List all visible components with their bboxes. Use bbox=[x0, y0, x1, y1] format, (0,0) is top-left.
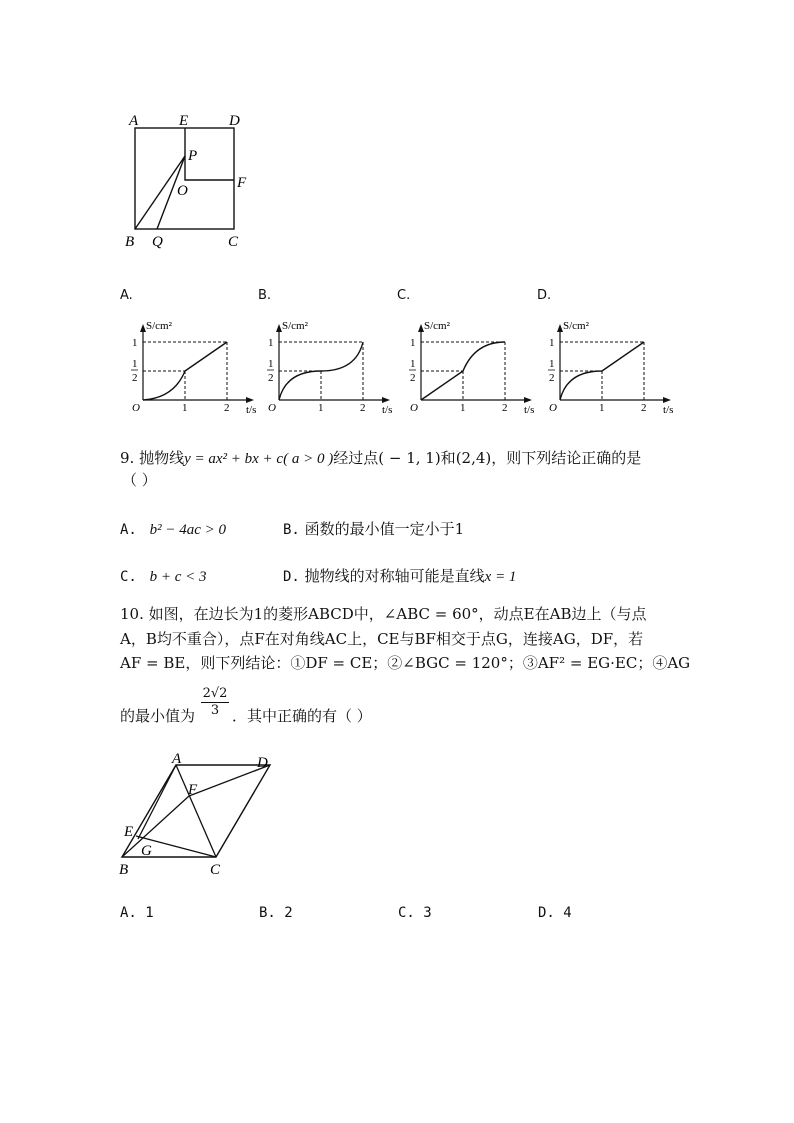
q10-line-4-post: ．其中正确的有（ ） bbox=[232, 707, 372, 725]
q8-graph-a bbox=[122, 318, 262, 418]
origin-label: O bbox=[268, 402, 276, 414]
q8-graph-c bbox=[400, 318, 540, 418]
tick-2: 2 bbox=[641, 402, 647, 414]
q9-option-a-text: b² − 4ac > 0 bbox=[149, 522, 227, 538]
label-F: F bbox=[237, 175, 247, 191]
ytick-1: 1 bbox=[268, 337, 274, 349]
q8-option-b: B. bbox=[258, 288, 272, 303]
label-P: P bbox=[188, 148, 198, 164]
q9-option-d-math: x = 1 bbox=[484, 569, 517, 585]
origin-label: O bbox=[132, 402, 140, 414]
tick-1: 1 bbox=[460, 402, 466, 414]
tick-2: 2 bbox=[360, 402, 366, 414]
q10-rhombus-figure bbox=[110, 752, 290, 882]
q9-option-b-label: B. bbox=[283, 522, 300, 538]
label-E: E bbox=[179, 113, 189, 129]
q10-line-1: 10. 如图，在边长为1的菱形ABCD中，∠ABC = 60°，动点E在AB边上（与点 bbox=[120, 605, 647, 623]
q8-graph-b bbox=[258, 318, 398, 418]
axis-t-label: t/s bbox=[663, 404, 674, 416]
label-C: C bbox=[210, 862, 221, 878]
q9-option-c-text: b + c < 3 bbox=[149, 569, 207, 585]
q10-line4-pre: 的最小值为 bbox=[120, 707, 196, 725]
q8-option-a: A. bbox=[120, 288, 133, 303]
q10-frac-num: 2√2 bbox=[202, 686, 228, 701]
label-D: D bbox=[257, 755, 268, 771]
axis-s-label: S/cm² bbox=[282, 320, 308, 332]
q10-option-b: B. 2 bbox=[259, 905, 293, 921]
q9-option-b bbox=[283, 519, 464, 540]
label-A: A bbox=[172, 752, 182, 767]
q8-graph-d bbox=[539, 318, 679, 418]
label-Q: Q bbox=[152, 234, 163, 250]
q9-option-c bbox=[120, 566, 207, 587]
q9-option-d-text: 抛物线的对称轴可能是直线 bbox=[304, 567, 485, 585]
q8-option-c: C. bbox=[397, 288, 411, 303]
ytick-half-num: 1 bbox=[549, 358, 555, 370]
label-B: B bbox=[125, 234, 135, 250]
q9-stem bbox=[120, 448, 641, 469]
q9-suffix: ，则下列结论正确的是 bbox=[491, 449, 642, 467]
ytick-half-den: 2 bbox=[268, 372, 274, 384]
q9-prefix: 9. 抛物线 bbox=[120, 449, 185, 467]
label-B: B bbox=[119, 862, 129, 878]
label-G: G bbox=[141, 843, 152, 859]
q10-line-2: A，B均不重合），点F在对角线AC上，CE与BF相交于点G，连接AG，DF，若 bbox=[120, 630, 644, 648]
ytick-half-num: 1 bbox=[132, 358, 138, 370]
axis-s-label: S/cm² bbox=[563, 320, 589, 332]
ytick-half-den: 2 bbox=[132, 372, 138, 384]
q9-option-a bbox=[120, 519, 226, 540]
tick-2: 2 bbox=[502, 402, 508, 414]
label-C: C bbox=[228, 234, 239, 250]
tick-1: 1 bbox=[318, 402, 324, 414]
tick-2: 2 bbox=[224, 402, 230, 414]
q9-option-d bbox=[283, 566, 516, 587]
q9-option-b-num: 1 bbox=[454, 520, 465, 538]
label-O: O bbox=[177, 183, 188, 199]
ytick-half-den: 2 bbox=[549, 372, 555, 384]
q10-option-d: D. 4 bbox=[538, 905, 572, 921]
label-D: D bbox=[229, 113, 240, 129]
q9-condition: ( a > 0 ) bbox=[283, 451, 334, 467]
ytick-half-num: 1 bbox=[268, 358, 274, 370]
q10-fraction bbox=[201, 686, 229, 719]
ytick-1: 1 bbox=[549, 337, 555, 349]
ytick-half-den: 2 bbox=[410, 372, 416, 384]
q9-mid: 经过点 bbox=[333, 449, 379, 467]
q9-option-b-text: 函数的最小值一定小于 bbox=[304, 520, 455, 538]
label-A: A bbox=[129, 113, 139, 129]
origin-label: O bbox=[410, 402, 418, 414]
ytick-half-num: 1 bbox=[410, 358, 416, 370]
q9-option-d-label: D. bbox=[283, 569, 300, 585]
tick-1: 1 bbox=[599, 402, 605, 414]
axis-s-label: S/cm² bbox=[146, 320, 172, 332]
q9-point1: ( − 1, 1) bbox=[378, 449, 441, 467]
q9-option-a-label: A. bbox=[120, 522, 137, 538]
q9-formula: y = ax² + bx + c bbox=[184, 451, 284, 467]
label-F: F bbox=[188, 782, 198, 798]
q9-point2: (2,4) bbox=[455, 449, 492, 467]
q10-frac-den: 3 bbox=[210, 703, 220, 718]
q8-square-figure bbox=[115, 105, 265, 255]
q9-answer-paren: （ ） bbox=[122, 471, 157, 489]
axis-t-label: t/s bbox=[524, 404, 535, 416]
ytick-1: 1 bbox=[132, 337, 138, 349]
origin-label: O bbox=[549, 402, 557, 414]
ytick-1: 1 bbox=[410, 337, 416, 349]
axis-t-label: t/s bbox=[246, 404, 257, 416]
q8-option-d: D. bbox=[537, 288, 552, 303]
q10-line-4 bbox=[120, 706, 195, 726]
q10-option-c: C. 3 bbox=[398, 905, 432, 921]
q9-and: 和 bbox=[440, 449, 456, 467]
tick-1: 1 bbox=[182, 402, 188, 414]
label-E: E bbox=[124, 824, 134, 840]
q9-option-c-label: C. bbox=[120, 569, 137, 585]
q10-option-a: A. 1 bbox=[120, 905, 154, 921]
axis-t-label: t/s bbox=[382, 404, 393, 416]
axis-s-label: S/cm² bbox=[424, 320, 450, 332]
q10-line-3: AF = BE，则下列结论：①DF = CE；②∠BGC = 120°；③AF² = EG·EC；④AG bbox=[120, 654, 691, 672]
